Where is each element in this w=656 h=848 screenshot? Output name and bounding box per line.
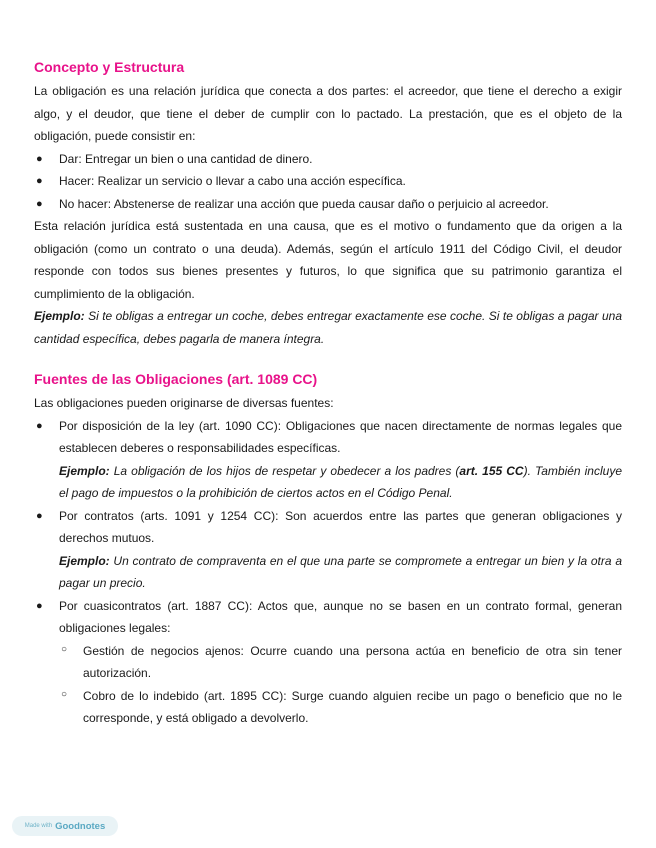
list-item — [34, 170, 622, 193]
bullet-icon: ● — [36, 175, 43, 187]
example-label: Ejemplo: — [34, 309, 85, 323]
list-item-cuasicontratos — [34, 595, 622, 730]
example-text: ). También incluye el pago de impuestos o la prohibición de ciertos actos en el Código Penal. — [59, 463, 622, 500]
circle-bullet-icon: ○ — [61, 688, 68, 700]
fuentes-list — [34, 415, 622, 730]
paragraph-fuentes-intro: Las obligaciones pueden originarse de diversas fuentes: — [34, 396, 334, 410]
item-term: Gestión de negocios ajenos — [83, 643, 241, 658]
document-page — [34, 56, 622, 730]
item-text: : Son acuerdos entre las partes que generan obligaciones y derechos mutuos. — [59, 508, 623, 545]
list-item — [34, 193, 622, 216]
item-term: Cobro de lo indebido (art. 1895 CC) — [83, 688, 284, 703]
example-paragraph — [34, 305, 622, 350]
list-item-ley — [34, 415, 622, 505]
item-term: Por disposición de la ley (art. 1090 CC) — [59, 418, 278, 433]
made-with-label: Made with — [24, 823, 53, 829]
item-term: Dar — [59, 151, 79, 166]
bullet-icon: ● — [36, 197, 43, 210]
example-text: Si te obligas a entregar un coche, debes entregar exactamente ese coche. Si te obligas a pagar una cantidad específica, debes pagarla de manera íntegra. — [34, 309, 622, 346]
item-term: Hacer — [59, 174, 92, 188]
list-item-contratos — [34, 505, 622, 595]
item-text: : Abstenerse de realizar una acción que pueda causar daño o perjuicio al acreedor. — [107, 196, 549, 211]
goodnotes-brand: Goodnotes — [55, 820, 106, 832]
item-text: : Surge cuando alguien recibe un pago o beneficio que no le corresponde, y está obligado a devolverlo. — [83, 688, 622, 725]
example-text: La obligación de los hijos de respetar y obedecer a los padres ( — [109, 463, 460, 478]
item-term: Por cuasicontratos (art. 1887 CC) — [59, 598, 249, 613]
item-text: : Ocurre cuando una persona actúa en beneficio de otra sin tener autorización. — [83, 643, 622, 680]
bullet-icon: ● — [36, 419, 43, 432]
sublist-item — [59, 685, 622, 730]
item-text: : Realizar un servicio o llevar a cabo una acción específica. — [91, 174, 406, 188]
bullet-icon: ● — [36, 509, 43, 522]
item-term: No hacer — [59, 196, 108, 211]
item-text: : Entregar un bien o una cantidad de dinero. — [78, 151, 313, 166]
item-term: Por contratos (arts. 1091 y 1254 CC) — [59, 508, 276, 523]
item-text: : Obligaciones que nacen directamente de normas legales que establecen deberes o responsabilidades específicas. — [59, 418, 622, 455]
bullet-icon: ● — [36, 152, 43, 165]
section-heading-concepto: Concepto y Estructura — [34, 59, 185, 75]
example-text: Un contrato de compraventa en el que una parte se compromete a entregar un bien y la otra a pagar un precio. — [59, 553, 622, 590]
section-heading-fuentes: Fuentes de las Obligaciones (art. 1089 CC) — [34, 371, 318, 387]
prestacion-list — [34, 148, 622, 216]
goodnotes-badge[interactable] — [12, 816, 118, 836]
circle-bullet-icon: ○ — [61, 643, 68, 655]
bullet-icon: ● — [36, 599, 43, 612]
paragraph-body: Esta relación jurídica está sustentada en una causa, que es el motivo o fundamento que da origen a la obligación (como un contrato o una deuda). Además, según el artículo 1911 del Código Civil, el deudor responde con todos sus bienes presentes y futuros, lo que significa que su patrimonio garantiza el cumplimiento de la obligación. — [34, 219, 622, 301]
sublist-item — [59, 640, 622, 685]
example-label: Ejemplo: — [59, 463, 110, 478]
example-label: Ejemplo: — [59, 553, 110, 568]
list-item — [34, 148, 622, 171]
cuasicontratos-sublist — [59, 640, 622, 730]
paragraph-intro: La obligación es una relación jurídica que conecta a dos partes: el acreedor, que tiene el derecho a exigir algo, y el deudor, que tiene el deber de cumplir con lo pactado. La prestación, que es el objeto de la obligación, puede consistir en: — [34, 84, 622, 143]
example-ref: art. 155 CC — [459, 463, 524, 478]
item-text: : Actos que, aunque no se basen en un contrato formal, generan obligaciones legales: — [59, 598, 622, 635]
